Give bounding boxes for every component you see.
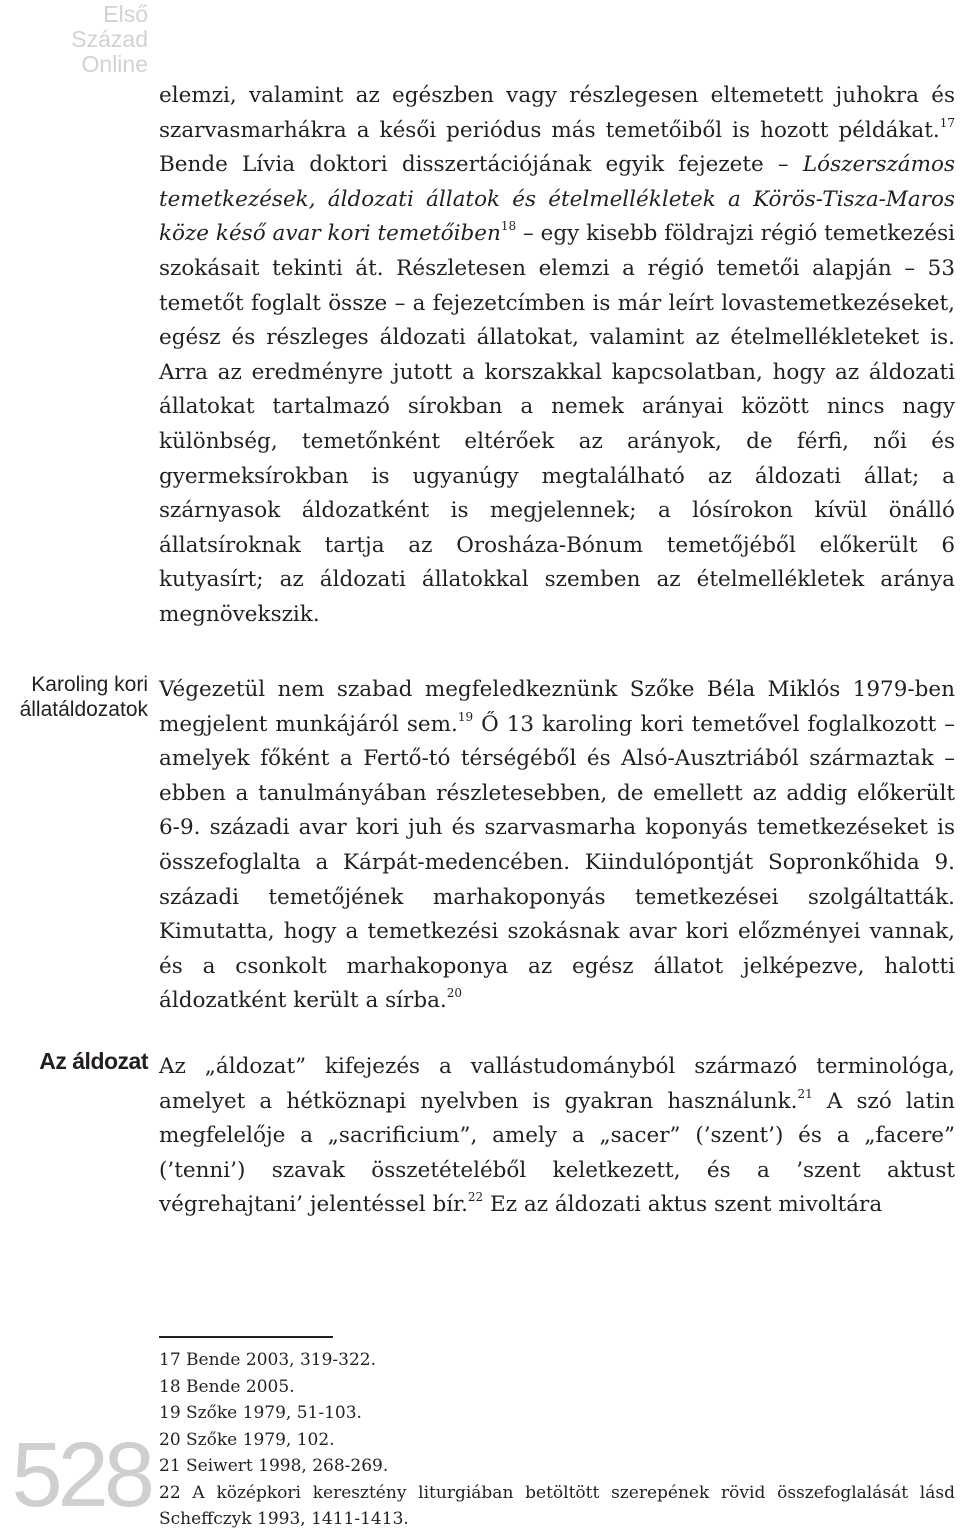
side-heading-karoling-line-1: Karoling kori: [31, 673, 148, 696]
footnote-ref-21[interactable]: 21: [797, 1086, 813, 1101]
footnote-18: 18 Bende 2005.: [159, 1376, 295, 1397]
footnote-19: 19 Szőke 1979, 51-103.: [159, 1403, 362, 1423]
footnote-ref-19[interactable]: 19: [457, 709, 474, 724]
footnote-ref-17[interactable]: 17: [939, 115, 955, 130]
body-paragraph-1: [159, 79, 955, 633]
footnote-17: 17 Bende 2003, 319-322.: [159, 1350, 376, 1370]
footnote-22: 22 A középkori keresztény liturgiában betöltött szerepének rövid összefoglalását lásd Scheffczyk 1993, 1411-1413.: [159, 1482, 955, 1529]
paragraph-3-text-c: Ez az áldozati aktus szent mivoltára: [483, 1192, 883, 1218]
paragraph-1-text-a: elemzi, valamint az egészben vagy részlegesen eltemetett juhokra és szarvasmarhákra a késői periódus más temetőiből is hozott példákat.: [159, 83, 955, 143]
footnotes-list: [159, 1347, 955, 1533]
paragraph-2-text-a: Végezetül nem szabad megfeledkeznünk Szőke Béla Miklós 1979-ben megjelent munkájáról sem.: [159, 677, 955, 737]
footnote-ref-20[interactable]: 20: [446, 986, 463, 1001]
site-watermark: [60, 2, 148, 77]
paragraph-1-text-b: Bende Lívia doktori disszertációjának egyik fejezete –: [159, 152, 803, 178]
chapter-title-italic: Lószerszámos temetkezések, áldozati állatok és ételmellékletek a Körös-Tisza-Maros köze késő avar kori temetőiben: [159, 152, 955, 247]
paragraph-2-text-b: Ő 13 karoling kori temetővel foglalkozott – amelyek főként a Fertő-tó térségéből és Alsó-Ausztriából származtak – ebben a tanulmányában részletesebben, de emellett az addig előkerült 6-9. századi avar kori juh és szarvasmarha koponyás temetkezéseket is összefoglalta a Kárpát-medencében. Kiindulópontját Sopronkőhida 9. századi temetőjének marhakoponyás temetkezései szolgáltatták. Kimutatta, hogy a temetkezési szokásnak avar kori előzményei vannak, és a csonkolt marhakoponya az egész állatot jelképezve, halotti áldozatként került a sírba.: [159, 711, 955, 1014]
watermark-line-2: Század: [71, 26, 148, 52]
side-heading-karoling-line-2: állatáldozatok: [19, 698, 148, 721]
side-heading-karoling: [0, 672, 148, 722]
body-paragraph-3: [159, 1050, 955, 1223]
paragraph-3-text-b: A szó latin megfelelője a „sacrificium”, amely a „sacer” (’szent’) és a „facere” (’tenni’) szavak összetételéből keletkezett, és a ’szent aktust végrehajtani’ jelentéssel bír.: [159, 1088, 955, 1218]
paragraph-1-text-c: – egy kisebb földrajzi régió temetkezési szokásait tekinti át. Részletesen elemzi a régió temetői alapján – 53 temetőt foglalt össze – a fejezetcímben is már leírt lovastemetkezéseket, egész és részleges áldozati állatokat, valamint az ételmellékleteket is. Arra az eredményre jutott a korszakkal kapcsolatban, hogy az áldozati állatokat tartalmazó sírokban a nemek arányai között nincs nagy különbség, temetőnként eltérőek az arányok, de férfi, női és gyermeksírokban is ugyanúgy megtalálható az áldozati állat; a szárnyasok áldozatként is megjelennek; a lósírokon kívül önálló állatsíroknak tartja az Orosháza-Bónum temetőjéből előkerült 6 kutyasírt; az áldozati állatokkal szemben az ételmellékletek aránya megnövekszik.: [159, 221, 955, 627]
watermark-line-1: Első: [103, 1, 148, 27]
footnote-ref-18[interactable]: 18: [500, 219, 517, 234]
side-heading-az-aldozat: Az áldozat: [39, 1048, 148, 1074]
footnote-separator: [159, 1336, 333, 1338]
footnote-ref-22[interactable]: 22: [467, 1190, 484, 1205]
paragraph-3-text-a: Az „áldozat” kifejezés a vallástudományból származó terminológa, amelyet a hétköznapi nyelvben is gyakran használunk.: [159, 1054, 955, 1114]
page-number: 528: [11, 1424, 150, 1526]
watermark-line-3: Online: [81, 51, 148, 77]
footnote-20: 20 Szőke 1979, 102.: [159, 1429, 335, 1450]
footnote-21: 21 Seiwert 1998, 268-269.: [159, 1456, 389, 1476]
body-paragraph-2: [159, 673, 955, 1019]
